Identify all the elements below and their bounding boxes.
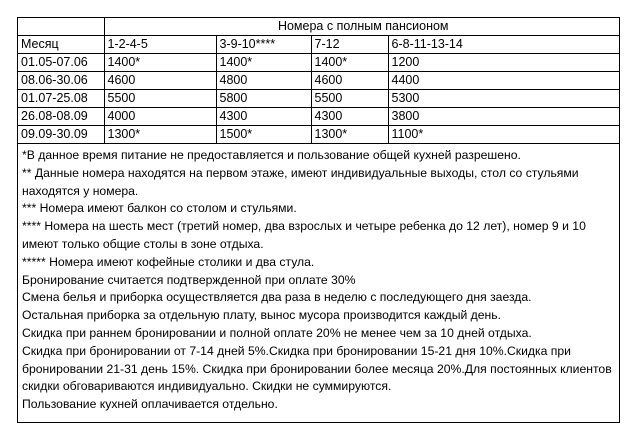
table-cell-period: 01.05-07.06 bbox=[18, 54, 104, 72]
table-cell-price: 5300 bbox=[388, 90, 619, 108]
table-cell-price: 4800 bbox=[216, 72, 311, 90]
header-cell-rooms-6-8-11-13-14: 6-8-11-13-14 bbox=[388, 36, 619, 54]
table-cell-price: 5500 bbox=[104, 90, 216, 108]
header-cell-month: Месяц bbox=[18, 36, 104, 54]
table-cell-price: 1300* bbox=[311, 126, 388, 144]
table-cell-price: 5800 bbox=[216, 90, 311, 108]
table-title-row bbox=[18, 18, 619, 36]
table-cell-period: 26.08-08.09 bbox=[18, 108, 104, 126]
table-header-row bbox=[18, 36, 619, 54]
note-booking-confirmation: Бронирование считается подтвержденной при оплате 30% bbox=[22, 272, 356, 287]
table-row bbox=[18, 126, 619, 144]
table-title: Номера с полным пансионом bbox=[104, 18, 619, 36]
header-cell-rooms-3-9-10: 3-9-10**** bbox=[216, 36, 311, 54]
note-balcony-rooms: *** Номера имеют балкон со столом и стульями. bbox=[22, 201, 297, 216]
table-cell-price: 4600 bbox=[104, 72, 216, 90]
table-cell-price: 1300* bbox=[104, 126, 216, 144]
price-table bbox=[18, 18, 619, 144]
header-cell-rooms-1-2-4-5: 1-2-4-5 bbox=[104, 36, 216, 54]
table-row bbox=[18, 90, 619, 108]
note-coffee-tables: ***** Номера имеют кофейные столики и два стула. bbox=[22, 254, 315, 269]
table-cell-price: 1200 bbox=[388, 54, 619, 72]
table-cell-price: 4600 bbox=[311, 72, 388, 90]
table-cell-price: 5500 bbox=[311, 90, 388, 108]
note-extra-cleaning: Остальная приборка за отдельную плату, вынос мусора производится каждый день. bbox=[22, 308, 501, 323]
table-cell-price: 1100* bbox=[388, 126, 619, 144]
table-cell-price: 3800 bbox=[388, 108, 619, 126]
table-cell-price: 4300 bbox=[311, 108, 388, 126]
table-row bbox=[18, 108, 619, 126]
table-cell-price: 4400 bbox=[388, 72, 619, 90]
price-sheet bbox=[17, 17, 620, 423]
header-cell-rooms-7-12: 7-12 bbox=[311, 36, 388, 54]
table-row bbox=[18, 54, 619, 72]
note-duration-discounts: Скидка при бронировании от 7-14 дней 5%.Скидка при бронировании 15-21 дня 10%.Скидка при бронировании 21-31 день 15%. Скидка при бронировании более месяца 20%.Для постоянных клиентов скидки обговариваются индивидуально. Скидки не суммируются. bbox=[22, 343, 612, 394]
table-cell-price: 1400* bbox=[104, 54, 216, 72]
table-cell-price: 4300 bbox=[216, 108, 311, 126]
table-cell-price: 1400* bbox=[216, 54, 311, 72]
table-cell-price: 1400* bbox=[311, 54, 388, 72]
note-early-booking-discount: Скидка при раннем бронировании и полной оплате 20% не менее чем за 10 дней отдыха. bbox=[22, 325, 532, 340]
note-six-bed-rooms: **** Номера на шесть мест (третий номер, два взрослых и четыре ребенка до 12 лет), номер 9 и 10 имеют только общие столы в зоне отдыха. bbox=[22, 219, 586, 251]
note-ground-floor-rooms: ** Данные номера находятся на первом этаже, имеют индивидуальные выходы, стол со стульями находятся у номера. bbox=[22, 165, 579, 198]
table-cell-period: 01.07-25.08 bbox=[18, 90, 104, 108]
note-linen-change: Смена белья и приборка осуществляется два раза в неделю с последующего дня заезда. bbox=[22, 290, 532, 305]
table-title-spacer bbox=[18, 18, 104, 36]
note-kitchen-fee: Пользование кухней оплачивается отдельно. bbox=[22, 397, 278, 412]
table-cell-period: 08.06-30.06 bbox=[18, 72, 104, 90]
table-cell-price: 1500* bbox=[216, 126, 311, 144]
table-cell-period: 09.09-30.09 bbox=[18, 126, 104, 144]
table-row bbox=[18, 72, 619, 90]
note-no-meals: *В данное время питание не предоставляется и пользование общей кухней разрешено. bbox=[22, 148, 521, 162]
table-cell-price: 4000 bbox=[104, 108, 216, 126]
notes-section bbox=[18, 144, 619, 414]
